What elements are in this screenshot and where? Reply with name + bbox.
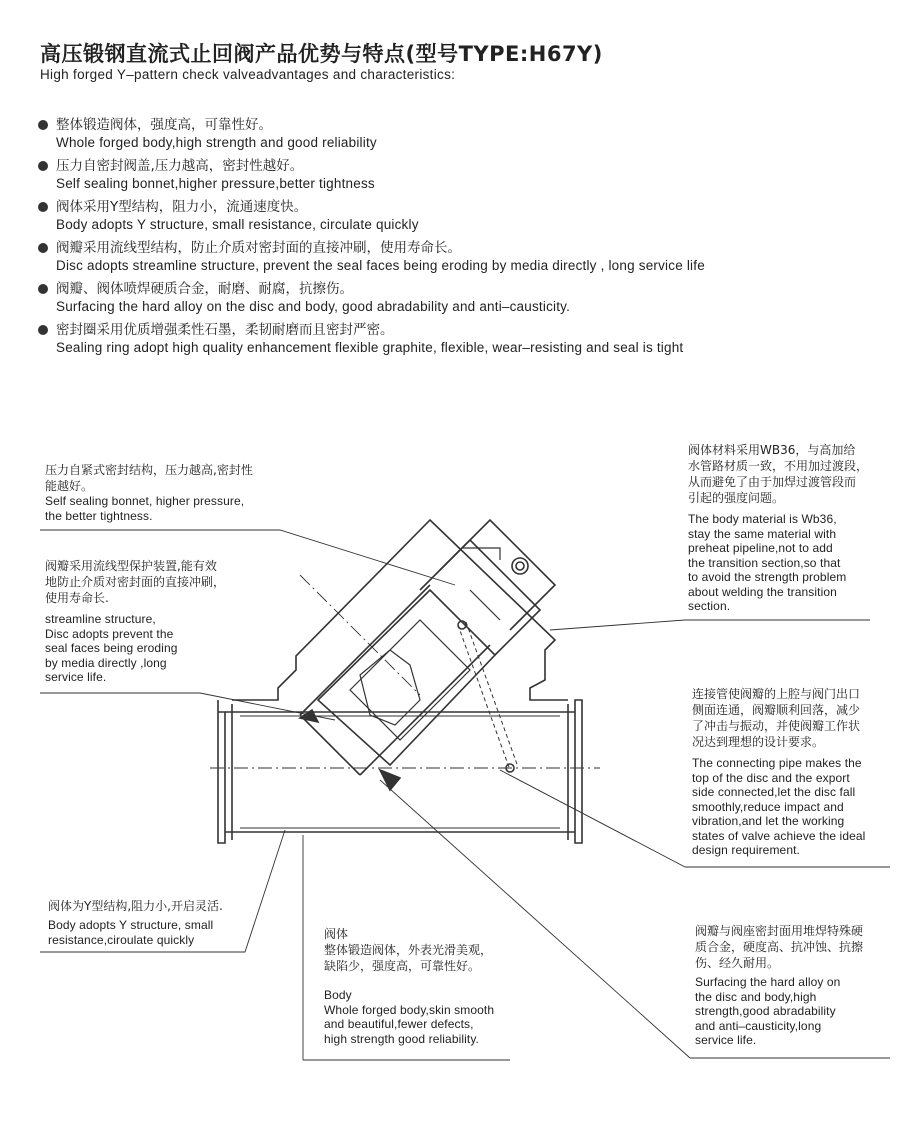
callout-en: seal faces being eroding <box>45 641 178 655</box>
callout-zh: 阀体为Y型结构,阻力小,开启灵活. <box>48 899 223 913</box>
callout-en: service life. <box>695 1033 757 1047</box>
feature-en: Body adopts Y structure, small resistance, circulate quickly <box>56 217 419 232</box>
callout-en: the transition section,so that <box>688 555 841 570</box>
callout-en: by media directly ,long <box>45 655 167 670</box>
callout-zh: 引起的强度问题。 <box>688 491 785 505</box>
callout-zh: 使用寿命长. <box>45 591 109 605</box>
callout-en: to avoid the strength problem <box>688 570 847 584</box>
callout-zh: 能越好。 <box>45 479 94 493</box>
callout-en: Surfacing the hard alloy on <box>695 975 841 989</box>
feature-zh: 阀瓣采用流线型结构，防止介质对密封面的直接冲刷，使用寿命长。 <box>56 240 461 256</box>
callout-en: stay the same material with <box>688 526 837 541</box>
callout-en: Body adopts Y structure, small <box>48 918 214 932</box>
callout-surfacing <box>695 923 910 1048</box>
callout-zh: 压力自紧式密封结构，压力越高,密封性 <box>45 463 253 477</box>
callout-en: service life. <box>45 670 107 684</box>
callout-body <box>324 926 539 1046</box>
feature-en: Self sealing bonnet,higher pressure,better tightness <box>56 176 375 191</box>
callout-bonnet <box>45 462 290 523</box>
callout-en: The connecting pipe makes the <box>692 756 862 770</box>
callout-en: Body <box>324 988 352 1002</box>
callout-en: the better tightness. <box>45 508 153 523</box>
feature-en: Whole forged body,high strength and good reliability <box>56 135 377 150</box>
callout-en: vibration,and let the working <box>692 814 845 828</box>
callout-zh: 整体锻造阀体，外表光滑美观， <box>324 943 493 957</box>
callout-en: design requirement. <box>692 843 800 857</box>
callout-connecting-pipe <box>692 686 917 858</box>
callout-zh: 地防止介质对密封面的直接冲刷， <box>45 575 226 589</box>
page-title: 高压锻钢直流式止回阀产品优势与特点(型号TYPE:H67Y) <box>40 42 603 66</box>
feature-en: Sealing ring adopt high quality enhancement flexible graphite, flexible, wear–resisting and seal is tight <box>56 340 684 355</box>
callout-en: resistance,ciroulate quickly <box>48 932 195 947</box>
callout-zh: 连接管使阀瓣的上腔与阀门出口 <box>692 687 861 701</box>
callout-zh: 况达到理想的设计要求。 <box>692 735 825 749</box>
callout-zh: 阀瓣与阀座密封面用堆焊特殊硬 <box>695 924 864 938</box>
callout-zh: 质合金，硬度高、抗冲蚀、抗擦 <box>695 940 864 954</box>
callout-en: Self sealing bonnet, higher pressure, <box>45 494 245 508</box>
callout-en: section. <box>688 599 731 613</box>
callout-en: and beautiful,fewer defects, <box>324 1017 474 1031</box>
callout-zh: 从而避免了由于加焊过渡管段而 <box>688 475 857 489</box>
callout-material <box>688 442 913 614</box>
callout-en: high strength good reliability. <box>324 1031 479 1046</box>
callout-zh: 伤、经久耐用。 <box>695 956 780 970</box>
callout-disc <box>45 558 255 685</box>
callout-en: Disc adopts prevent the <box>45 626 174 641</box>
callout-zh: 阀瓣采用流线型保护装置,能有效 <box>45 559 217 573</box>
callout-zh: 缺陷少，强度高，可靠性好。 <box>324 959 481 973</box>
feature-en: Surfacing the hard alloy on the disc and body, good abradability and anti–causticity. <box>56 299 571 314</box>
callout-en: Whole forged body,skin smooth <box>324 1002 495 1017</box>
feature-zh: 密封圈采用优质增强柔性石墨，柔韧耐磨而且密封严密。 <box>56 322 394 338</box>
feature-zh: 阀体采用Y型结构，阻力小，流通速度快。 <box>56 199 308 215</box>
callout-zh: 了冲击与振动，并使阀瓣工作状 <box>692 719 861 733</box>
callout-en: about welding the transition <box>688 584 837 599</box>
callout-zh: 水管路材质一致，不用加过渡段， <box>688 459 869 473</box>
feature-zh: 压力自密封阀盖,压力越高，密封性越好。 <box>56 158 304 174</box>
callout-en: smoothly,reduce impact and <box>692 799 844 814</box>
callout-en: and anti–causticity,long <box>695 1018 822 1033</box>
feature-en: Disc adopts streamline structure, prevent the seal faces being eroding by media directly , long service life <box>56 258 705 273</box>
callout-zh: 阀体 <box>324 927 349 941</box>
callout-en: preheat pipeline,not to add <box>688 541 833 555</box>
feature-zh: 阀瓣、阀体喷焊硬质合金，耐磨、耐腐，抗擦伤。 <box>56 281 353 297</box>
callout-y-structure <box>48 898 263 947</box>
callout-en: states of valve achieve the ideal <box>692 828 866 843</box>
callout-en: The body material is Wb36, <box>688 512 837 526</box>
page-subtitle: High forged Y–pattern check valveadvantages and characteristics: <box>40 67 456 82</box>
callout-en: top of the disc and the export <box>692 770 850 785</box>
callout-en: strength,good abradability <box>695 1004 836 1018</box>
callout-zh: 阀体材料采用WB36，与高加给 <box>688 443 856 457</box>
callout-zh: 侧面连通，阀瓣顺利回落，减少 <box>692 703 861 717</box>
callout-en: side connected,let the disc fall <box>692 785 856 799</box>
callout-en: streamline structure, <box>45 612 156 626</box>
callout-en: the disc and body,high <box>695 989 817 1004</box>
feature-zh: 整体锻造阀体，强度高，可靠性好。 <box>56 117 272 133</box>
